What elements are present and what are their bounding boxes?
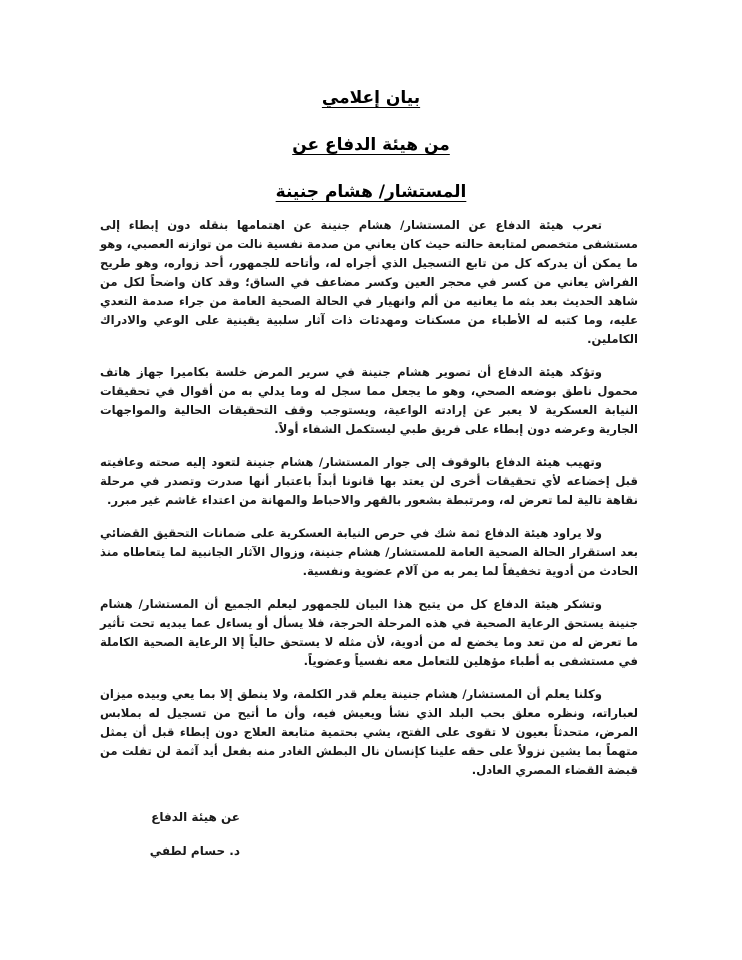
document-title: بيان إعلامي (321, 88, 421, 108)
paragraph-5: وتشكر هيئة الدفاع كل من يتيح هذا البيان للجمهور ليعلم الجميع أن المستشار/ هشام جنينة يستحق الرعاية الصحية في هذه المرحلة الحرجة، فلا يسأل أو يساءل عما يبديه تحت تأثير ما تعرض له من تعد وما يخضع له من أدوية، لأن مثله لا يستحق حالياً إلا الرعاية الصحية الكاملة في مستشفى به أطباء مؤهلين للتعامل معه نفسياً وعضوياً. (100, 597, 638, 668)
paragraph-3: وتهيب هيئة الدفاع بالوقوف إلى جوار المستشار/ هشام جنينة لتعود إليه صحته وعافيته قبل إخضاعه لأي تحقيقات أخرى لن يعتد بها قانونا أبداً باعتبار أنها صدرت وتصدر في مرحلة نقاهة تالية لما تعرض له، ومرتبطة بشعور بالقهر والاحباط والمهانة من اعتداء غاشم غير مبرر. (100, 455, 638, 507)
paragraph-1: تعرب هيئة الدفاع عن المستشار/ هشام جنينة عن اهتمامها بنقله دون إبطاء إلى مستشفى متخصص لمتابعة حالته حيث كان يعاني من صدمة نفسية نالت من توازنه العصبي، وهو ما يمكن أن يدركه كل من تابع التسجيل الذي أجراه له، وأتاحه للجمهور، أحد زواره، وهو طريح الفراش يعاني من كسر في محجر العين وكسر مضاعف في الساق؛ وقد كان واضحاً لكل من شاهد الحديث بعد بثه ما يعانيه من ألم وانهيار في الحالة الصحية العامة من جراء صدمة التعدي عليه، وما كتبه له الأطباء من مسكنات ومهدئات ذات آثار سلبية يقينية على الوعي والادراك الكاملين. (100, 218, 638, 346)
paragraph-4: ولا يراود هيئة الدفاع ثمة شك في حرص النيابة العسكرية على ضمانات التحقيق القضائي بعد استقرار الحالة الصحية العامة للمستشار/ هشام جنينة، وزوال الآثار الجانبية لما يتعاطاه منذ الحادث من أدوية تخفيفاً لما يمر به من آلام عضوية ونفسية. (100, 526, 638, 578)
paragraph-2: وتؤكد هيئة الدفاع أن تصوير هشام جنينة في سرير المرض خلسة بكاميرا جهاز هاتف محمول ناطق بوضعه الصحي، وهو ما يجعل مما سجل له وما يدلي به من أقوال في تحقيقات النيابة العسكرية لا يعبر عن إرادته الواعية، ويستوجب وقف التحقيقات الحالية والمواجهات الجارية وعرضه دون إبطاء على فريق طبي ليستكمل الشفاء أولاً. (100, 365, 638, 436)
paragraph-6: وكلنا يعلم أن المستشار/ هشام جنينة يعلم قدر الكلمة، ولا ينطق إلا بما يعي وبيده ميزان لعباراته، ونظره معلق بحب البلد الذي نشأ ويعيش فيه، وأن ما أتيح من تسجيل له بملابس المرض، متحدثاً بعيون لا تقوى على الفتح، يشي بحتمية متابعة العلاج دون إبطاء قبل أن يمثل متهماً بما يشين نزولاً على حقه علينا كإنسان نال البطش الغادر منه بفعل أيد آثمة لن تفلت من قبضة القضاء المصري العادل. (100, 687, 638, 777)
document-subject: المستشار/ هشام جنينة (275, 182, 467, 202)
signature-name: د. حسام لطفي (149, 844, 240, 858)
document-header (0, 88, 742, 202)
document-subtitle: من هيئة الدفاع عن (292, 135, 450, 155)
document-body (100, 216, 638, 794)
signature-from: عن هيئة الدفاع (151, 810, 240, 824)
signature-block (100, 808, 240, 860)
